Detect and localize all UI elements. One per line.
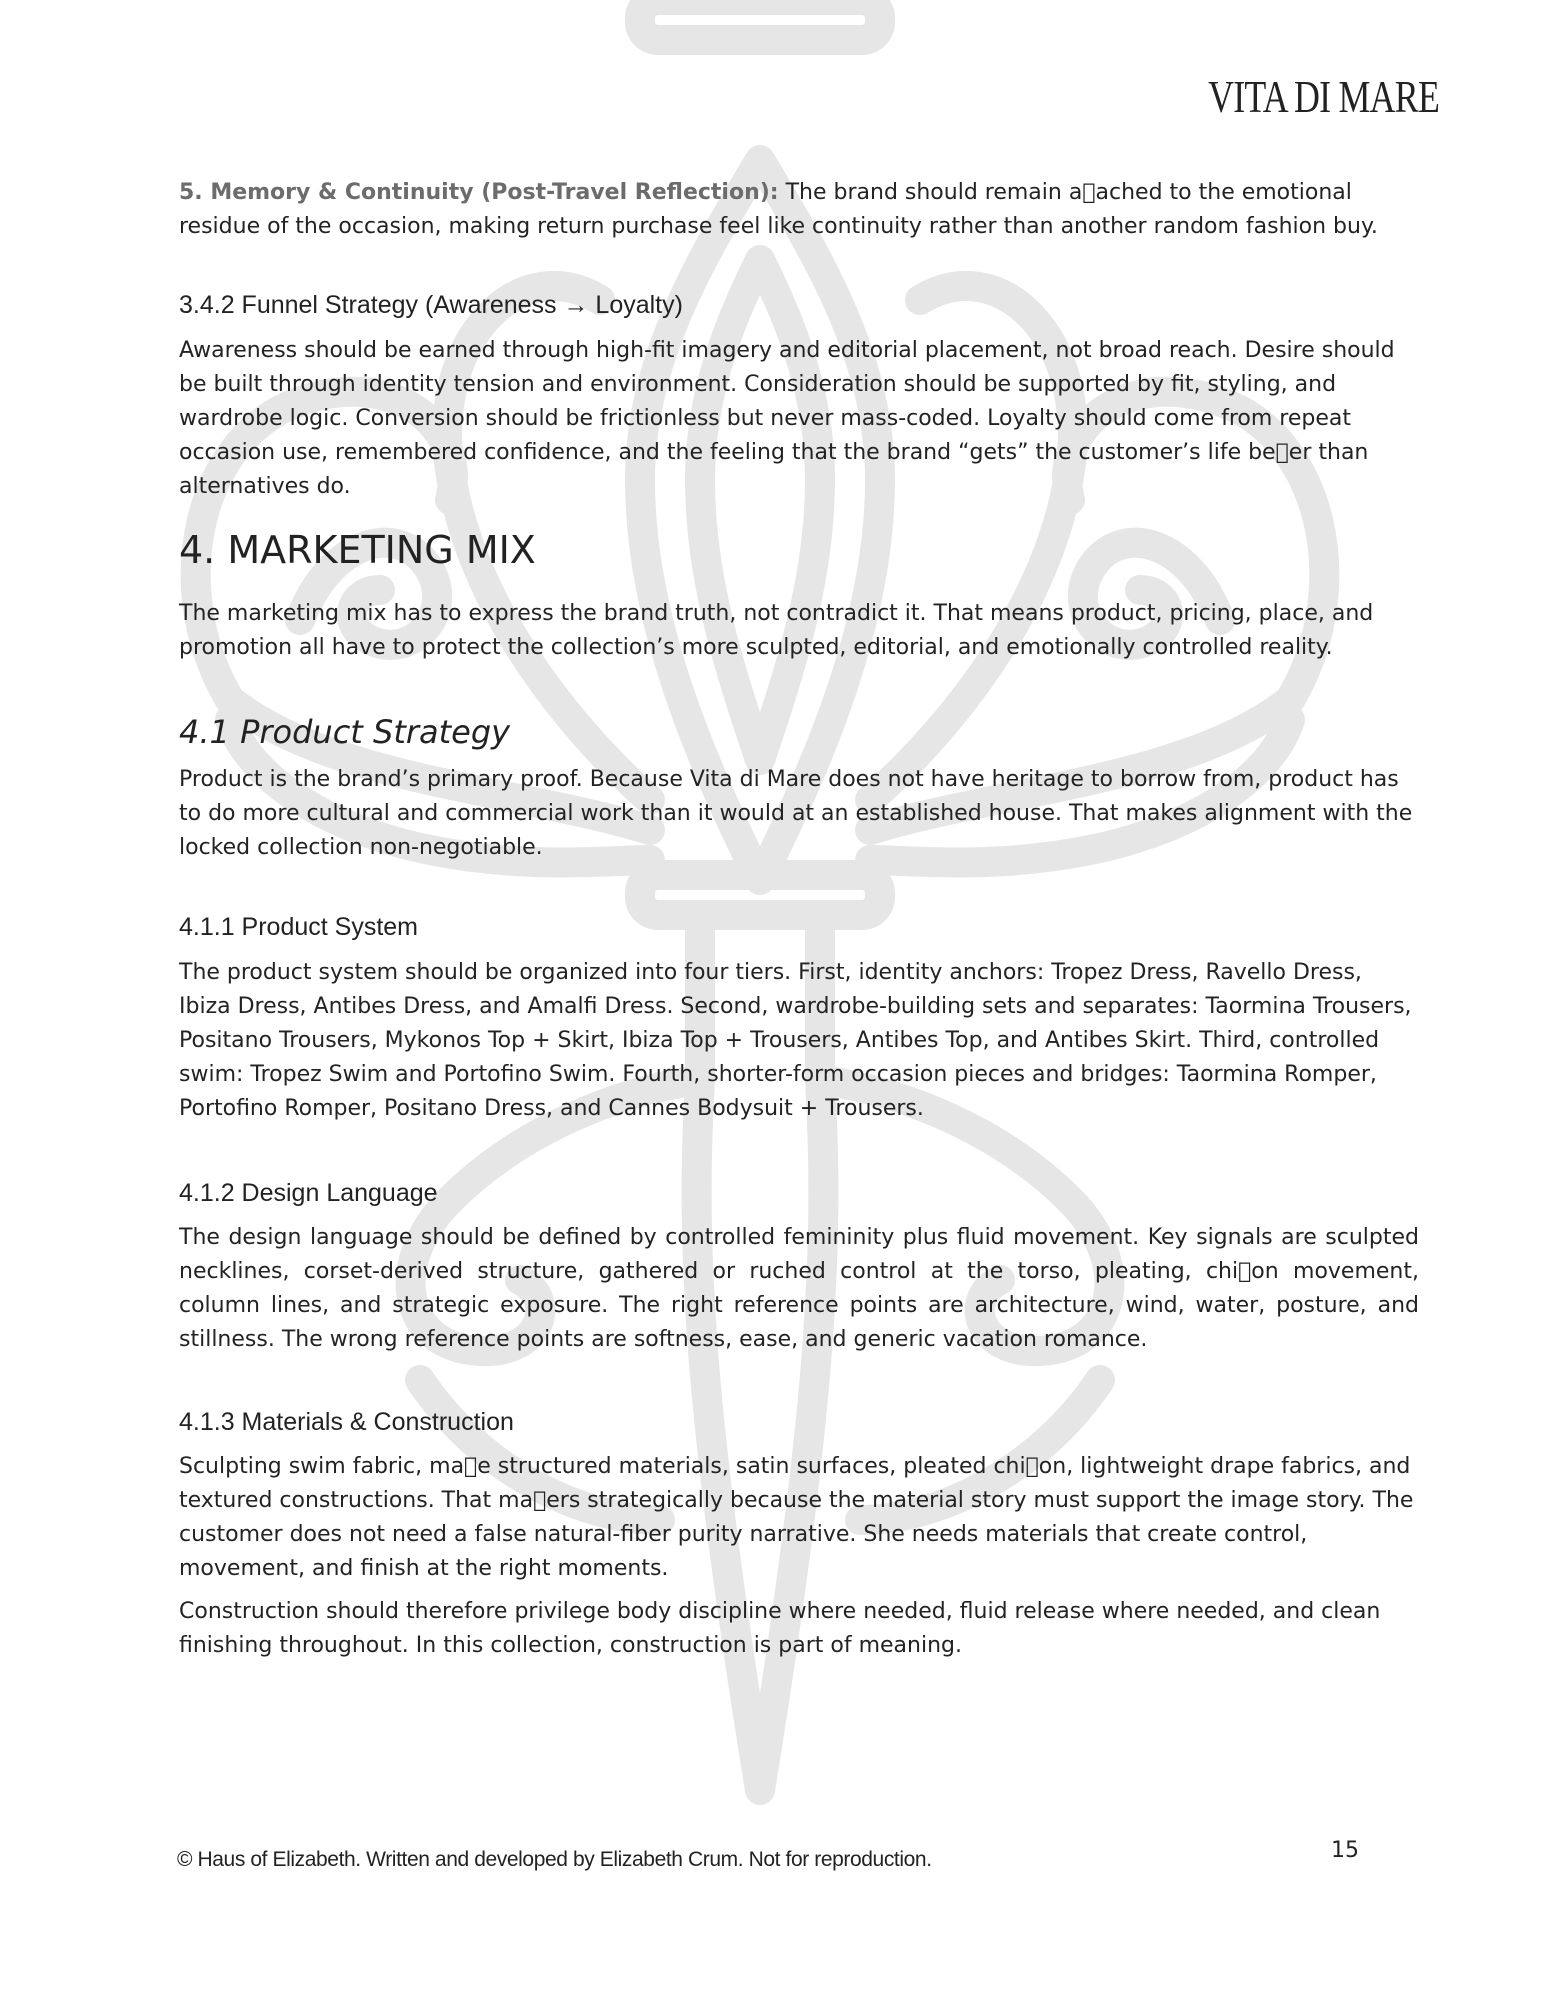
product-strategy-heading: 4.1 Product Strategy xyxy=(179,713,511,751)
design-language-heading: 4.1.2 Design Language xyxy=(179,1179,438,1207)
materials-heading: 4.1.3 Materials & Construction xyxy=(179,1408,514,1436)
marketing-mix-heading: 4. MARKETING MIX xyxy=(179,528,536,572)
design-language-paragraph: The design language should be defined by controlled femininity plus fluid movement. Key signals are sculpted necklines, corset-derived structure, gathered or ruched control at the torso, pleating, chi on movement, column lines, and strategic exposure. The right reference points are architecture, wind, water, posture, and stillness. The wrong reference points are softness, ease, and generic vacation romance. xyxy=(179,1225,1419,1352)
brand-logo: VITA DI MARE xyxy=(1208,71,1439,122)
memory-text: The brand should remain a ached to the emotional residue of the occasion, making return purchase feel like continuity rather than another random fashion buy. xyxy=(179,180,1378,239)
product-system-heading: 4.1.1 Product System xyxy=(179,913,419,941)
product-strategy-paragraph: Product is the brand’s primary proof. Because Vita di Mare does not have heritage to borrow from, product has to do more cultural and commercial work than it would at an established house. That makes alignment with the locked collection non-negotiable. xyxy=(179,767,1413,860)
materials-paragraph-2: Construction should therefore privilege body discipline where needed, fluid release where needed, and clean finishing throughout. In this collection, construction is part of meaning. xyxy=(179,1599,1381,1658)
memory-paragraph xyxy=(179,176,1419,244)
product-system-paragraph: The product system should be organized into four tiers. First, identity anchors: Tropez Dress, Ravello Dress, Ibiza Dress, Antibes Dress, and Amalfi Dress. Second, wardrobe-building sets and separates: Taormina Trousers, Positano Trousers, Mykonos Top + Skirt, Ibiza Top + Trousers, Antibes Top, and Antibes Skirt. Third, controlled swim: Tropez Swim and Portofino Swim. Fourth, shorter-form occasion pieces and bridges: Taormina Romper, Portofino Romper, Positano Dress, and Cannes Bodysuit + Trousers. xyxy=(179,960,1412,1121)
funnel-paragraph: Awareness should be earned through high-fit imagery and editorial placement, not broad reach. Desire should be built through identity tension and environment. Consideration should be supported by fit, styling, and wardrobe logic. Conversion should be frictionless but never mass-coded. Loyalty should come from repeat occasion use, remembered confidence, and the feeling that the brand “gets” the customer’s life be er than alternatives do. xyxy=(179,338,1395,499)
footer-copyright: © Haus of Elizabeth. Written and developed by Elizabeth Crum. Not for reproduction. xyxy=(177,1848,932,1871)
marketing-mix-paragraph: The marketing mix has to express the brand truth, not contradict it. That means product, pricing, place, and promotion all have to protect the collection’s more sculpted, editorial, and emotionally controlled reality. xyxy=(179,601,1374,660)
funnel-heading: 3.4.2 Funnel Strategy (Awareness → Loyalty) xyxy=(179,291,683,319)
page-number: 15 xyxy=(1331,1838,1359,1863)
materials-paragraph-1: Sculpting swim fabric, ma e structured materials, satin surfaces, pleated chi on, lightweight drape fabrics, and textured constructions. That ma ers strategically because the material story must support the image story. The customer does not need a false natural-fiber purity narrative. She needs materials that create control, movement, and finish at the right moments. xyxy=(179,1454,1414,1581)
memory-lead: 5. Memory & Continuity (Post-Travel Reflection): xyxy=(179,180,779,205)
